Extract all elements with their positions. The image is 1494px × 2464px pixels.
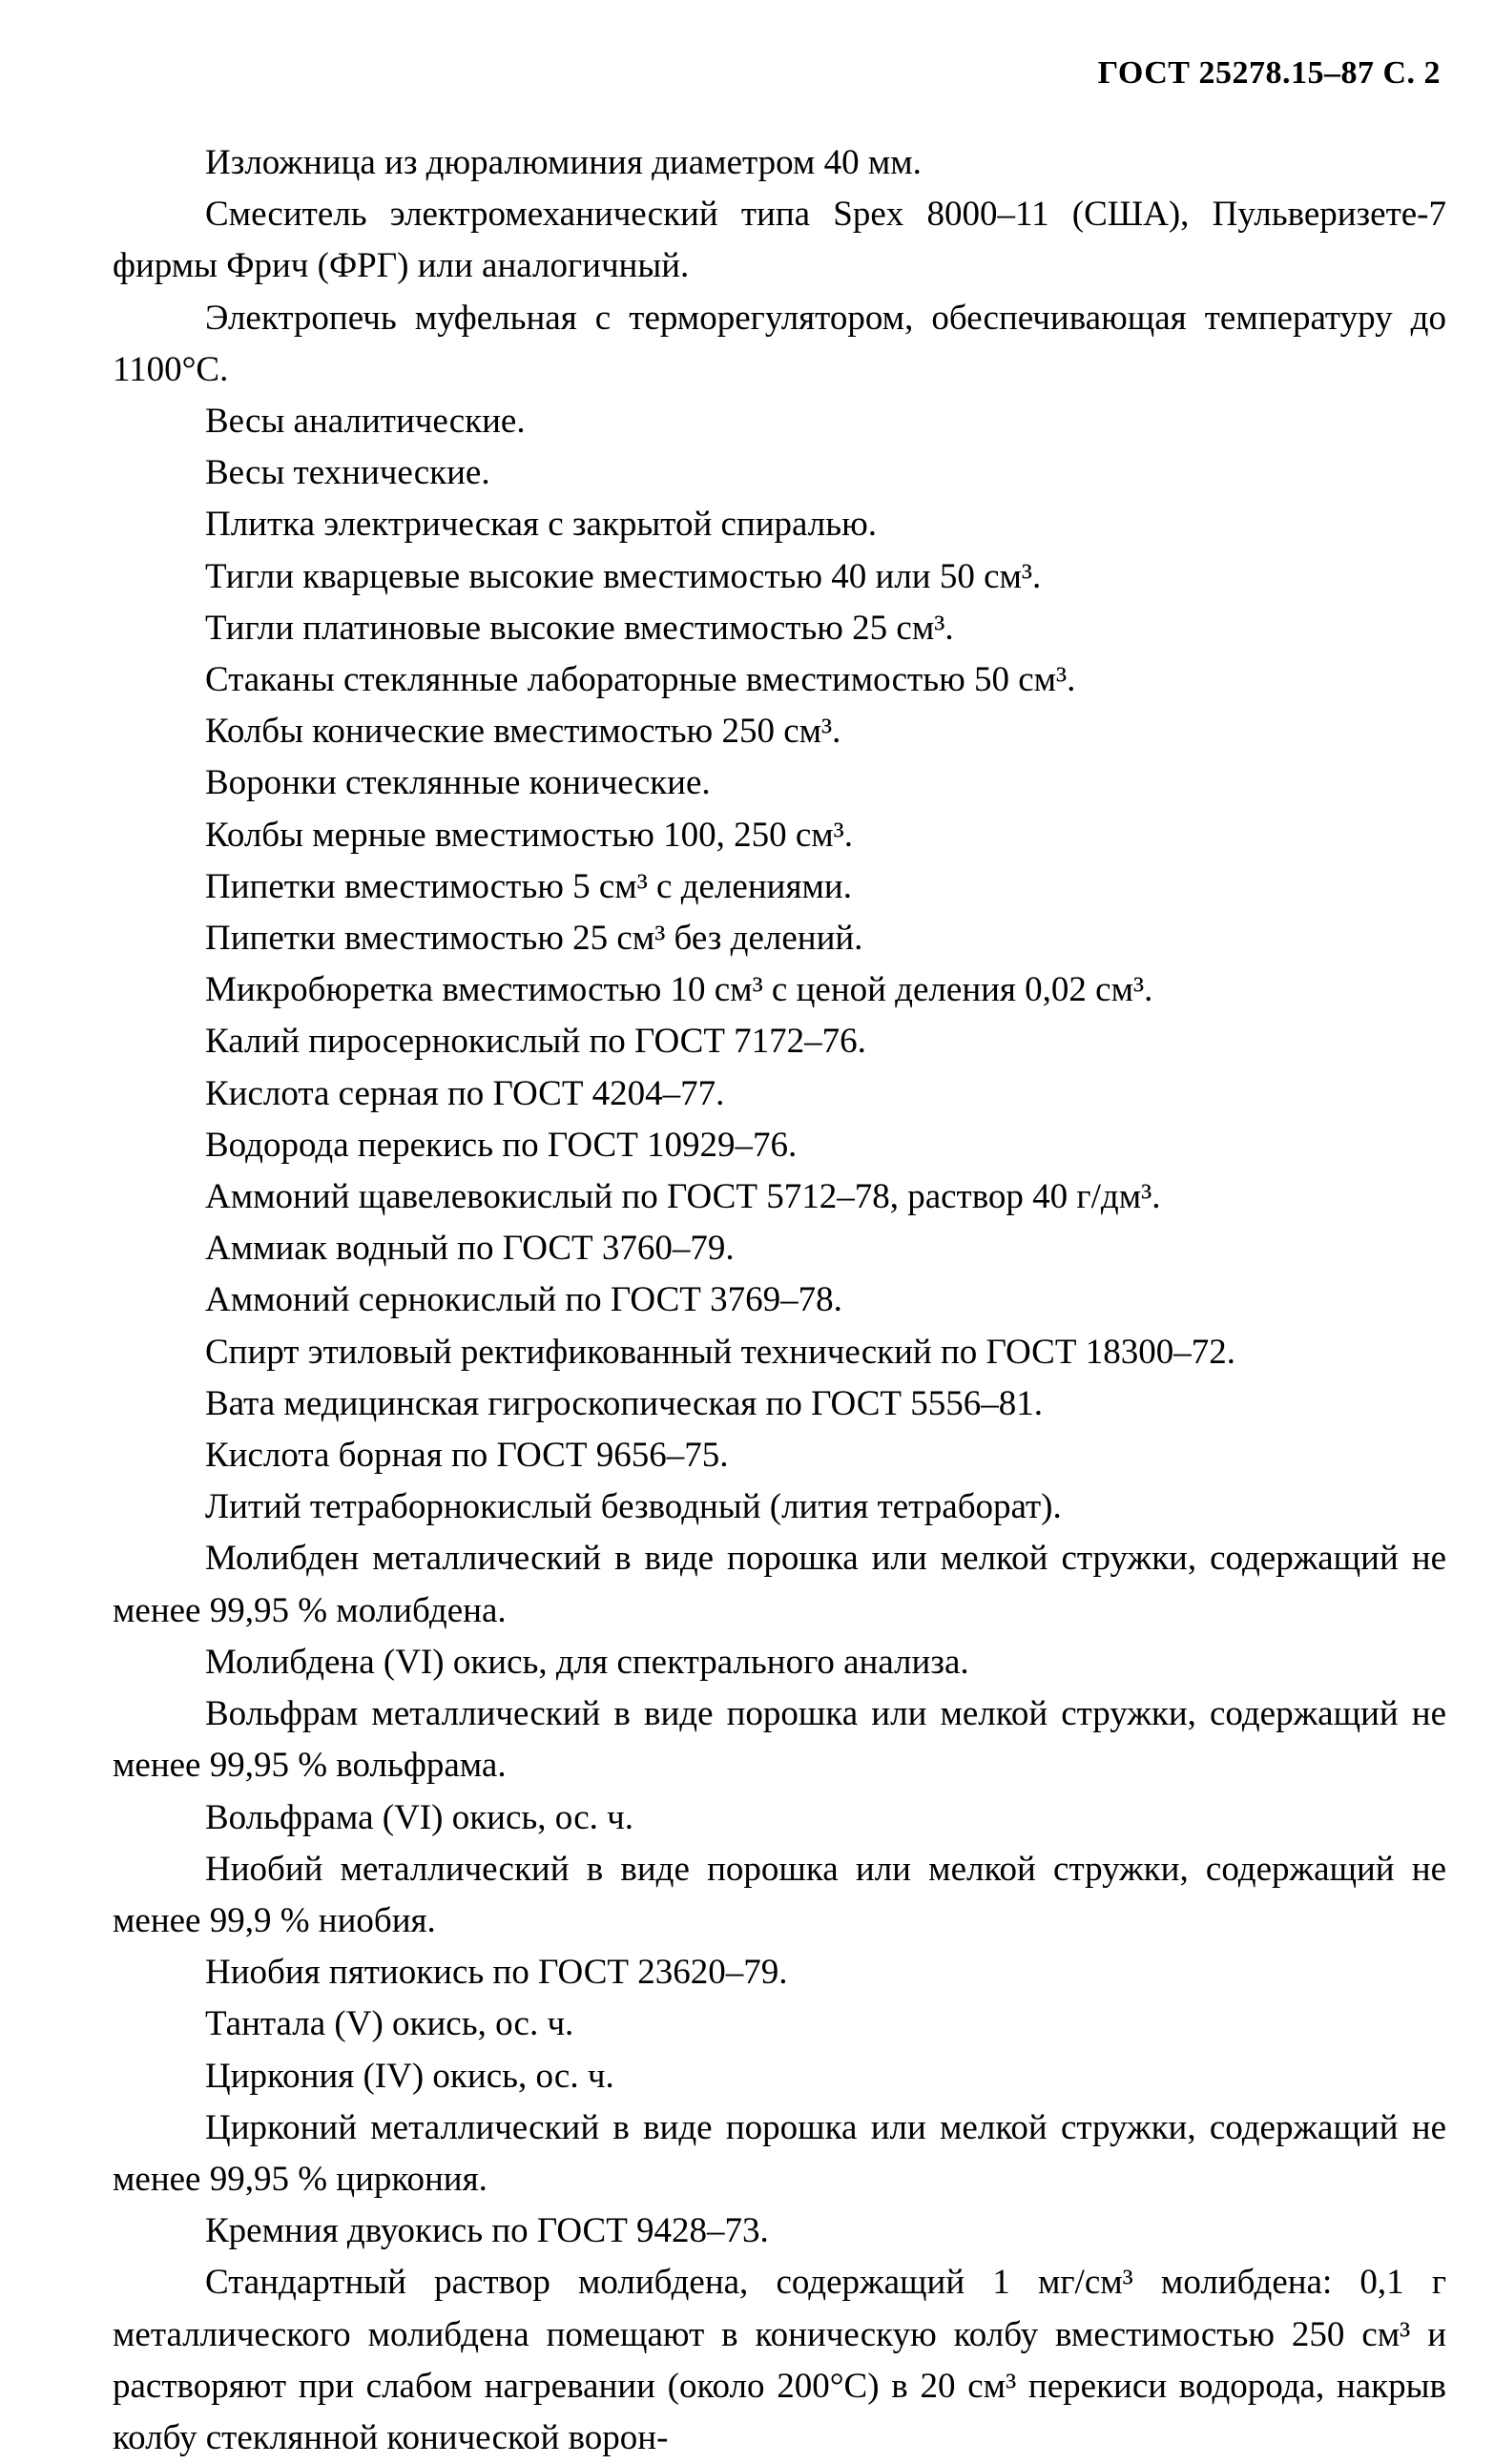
paragraph-11: Воронки стеклянные конические. — [205, 763, 711, 803]
paragraph-3: Электропечь муфельная с терморегулятором, обеспечивающая температуру до 1100°С. — [113, 298, 1446, 389]
paragraph-30: Ниобий металлический в виде порошка или мелкой стружки, содержащий не менее 99,9 % ниобия. — [113, 1849, 1446, 1940]
paragraph-32: Тантала (V) окись, ос. ч. — [205, 2004, 574, 2044]
paragraph-16: Калий пиросернокислый по ГОСТ 7172–76. — [205, 1022, 866, 1062]
paragraph-10: Колбы конические вместимостью 250 см³. — [205, 712, 841, 752]
paragraph-18: Водорода перекись по ГОСТ 10929–76. — [205, 1125, 798, 1165]
paragraph-1: Изложница из дюралюминия диаметром 40 мм. — [205, 143, 922, 182]
paragraph-4: Весы аналитические. — [205, 402, 526, 442]
paragraph-36: Стандартный раствор молибдена, содержащий 1 мг/см³ молибдена: 0,1 г металлического молибдена помещают в коническую колбу вместимостью 250 см³ и растворяют при слабом нагревании (около 200°С) в 20 см³ перекиси водорода, накрыв колбу стеклянной конической ворон- — [113, 2263, 1446, 2457]
paragraph-2: Смеситель электромеханический типа Spex 8000–11 (США), Пульверизете-7 фирмы Фрич (ФРГ) или аналогичный. — [113, 195, 1446, 286]
paragraph-26: Молибден металлический в виде порошка или мелкой стружки, содержащий не менее 99,95 % молибдена. — [113, 1539, 1446, 1630]
paragraph-34: Цирконий металлический в виде порошка или мелкой стружки, содержащий не менее 99,95 % циркония. — [113, 2107, 1446, 2199]
paragraph-27: Молибдена (VI) окись, для спектрального анализа. — [205, 1642, 969, 1682]
document-body — [113, 137, 1446, 2464]
paragraph-8: Тигли платиновые высокие вместимостью 25 см³. — [205, 608, 954, 648]
paragraph-23: Вата медицинская гигроскопическая по ГОСТ 5556–81. — [205, 1383, 1043, 1423]
paragraph-35: Кремния двуокись по ГОСТ 9428–73. — [205, 2211, 769, 2251]
paragraph-29: Вольфрама (VI) окись, ос. ч. — [205, 1797, 633, 1837]
paragraph-17: Кислота серная по ГОСТ 4204–77. — [205, 1073, 725, 1113]
paragraph-14: Пипетки вместимостью 25 см³ без делений. — [205, 919, 863, 959]
paragraph-33: Циркония (IV) окись, ос. ч. — [205, 2056, 614, 2096]
paragraph-20: Аммиак водный по ГОСТ 3760–79. — [205, 1229, 735, 1269]
paragraph-7: Тигли кварцевые высокие вместимостью 40 или 50 см³. — [205, 556, 1042, 596]
page-header: ГОСТ 25278.15–87 С. 2 — [1097, 55, 1441, 91]
paragraph-15: Микробюретка вместимостью 10 см³ с ценой деления 0,02 см³. — [205, 970, 1153, 1010]
paragraph-12: Колбы мерные вместимостью 100, 250 см³. — [205, 815, 854, 855]
paragraph-25: Литий тетраборнокислый безводный (лития тетраборат). — [205, 1487, 1062, 1527]
paragraph-22: Спирт этиловый ректификованный технический по ГОСТ 18300–72. — [205, 1332, 1235, 1372]
paragraph-19: Аммоний щавелевокислый по ГОСТ 5712–78, раствор 40 г/дм³. — [205, 1177, 1161, 1217]
paragraph-31: Ниобия пятиокись по ГОСТ 23620–79. — [205, 1953, 788, 1993]
paragraph-28: Вольфрам металлический в виде порошка или мелкой стружки, содержащий не менее 99,95 % вольфрама. — [113, 1694, 1446, 1786]
paragraph-9: Стаканы стеклянные лабораторные вместимостью 50 см³. — [205, 660, 1076, 700]
paragraph-21: Аммоний сернокислый по ГОСТ 3769–78. — [205, 1280, 842, 1320]
paragraph-6: Плитка электрическая с закрытой спиралью. — [205, 505, 878, 545]
paragraph-24: Кислота борная по ГОСТ 9656–75. — [205, 1436, 729, 1476]
paragraph-13: Пипетки вместимостью 5 см³ с делениями. — [205, 866, 852, 906]
paragraph-5: Весы технические. — [205, 453, 490, 493]
